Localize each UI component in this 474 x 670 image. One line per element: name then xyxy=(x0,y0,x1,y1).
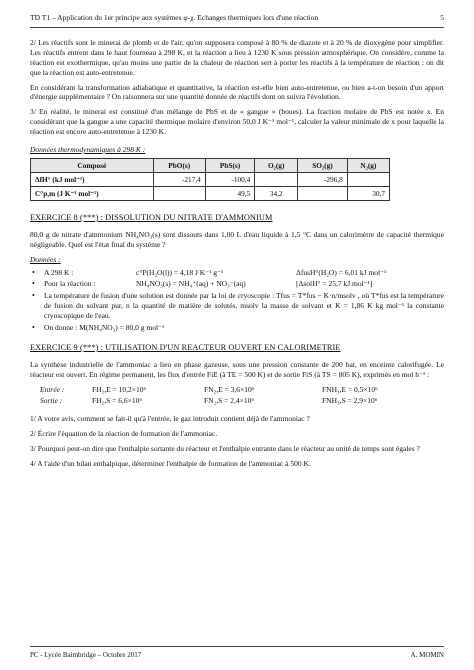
flux-value: FH₂,S = 6,6×10⁶ xyxy=(92,396,142,406)
thermo-cell: -100,4 xyxy=(205,172,254,186)
exercise-9-title: EXERCICE 9 (***) : UTILISATION D'UN REACTEUR OUVERT EN CALORIMETRIE xyxy=(30,342,341,352)
footer-right: A. MOMIN xyxy=(410,651,444,659)
exercise-9-question: 1/ A votre avis, comment se fait-il qu'à l'entrée, le gaz introduit contient déjà de l'ammoniac ? xyxy=(30,414,310,424)
thermo-cell: 34,2 xyxy=(255,186,298,200)
thermo-cell: 30,7 xyxy=(347,186,389,200)
thermo-cell xyxy=(153,186,205,200)
exercise-8-title: EXERCICE 8 (***) : DISSOLUTION DU NITRATE D'AMMONIUM xyxy=(30,212,273,222)
thermo-cell xyxy=(255,172,298,186)
data-value: [ΔsolH° = 25,7 kJ mol⁻¹] xyxy=(296,279,373,289)
header-rule xyxy=(30,27,444,28)
exercise-8-data-item: • On donne : M(NH₄NO₃) = 80,0 g mol⁻¹ xyxy=(30,323,444,333)
thermo-cell: -296,8 xyxy=(298,172,348,186)
flux-row-entree xyxy=(40,385,444,395)
flux-value: FNH₃,S = 2,9×10⁶ xyxy=(322,396,378,406)
exercise-9-question: 4/ A l'aide d'un bilan enthalpique, déterminer l'enthalpie de formation de l'ammoniac à 500 K. xyxy=(30,459,311,469)
thermo-header-cell: Composé xyxy=(31,158,154,172)
thermo-header-cell: N₂(g) xyxy=(347,158,389,172)
page-header xyxy=(30,13,444,25)
flux-value: FH₂,E = 10,2×10⁶ xyxy=(92,384,147,394)
thermo-header-cell: PbS(s) xyxy=(205,158,254,172)
data-label: • A 298 K : xyxy=(44,267,74,277)
thermo-cell xyxy=(347,172,389,186)
thermo-cell: 49,5 xyxy=(205,186,254,200)
exercise-8-donnees-label: Données : xyxy=(30,254,61,264)
exercise-8-data-item: • La température de fusion d'une solution est donnée par la loi de cryoscopie : Tfus = T*fus − K·n/msolv , où T*fus est la température de fusion du solvant pur, n la quantité de matière de solutés, msolv la masse de solvant et K = 1,86 K kg mol⁻¹ la constante cryoscopique de l'eau. xyxy=(30,291,444,321)
exercise-8-statement: 80,0 g de nitrate d'ammonium NH₄NO₃(s) sont dissouts dans 1,00 L d'eau liquide à 1,5 °C dans un calorimètre de capacité thermique négligeable. Quel est l'état final du système ? xyxy=(30,229,444,249)
question-3-paragraph: 3/ En réalité, le minerai est constitué d'un mélange de PbS et de « gangue » (boues). La fraction molaire de PbS est notée x. En considérant que la gangue a une capacité thermique molaire d'environ 50,0 J K⁻¹ mol⁻¹, calculer la valeur minimale de x pour laquelle la réaction est encore auto-entretenue à 1230 K. xyxy=(30,107,444,137)
thermo-cell: -217,4 xyxy=(153,172,205,186)
exercise-9-question: 2/ Écrire l'équation de la réaction de formation de l'ammoniac. xyxy=(30,429,218,439)
thermo-table-row xyxy=(31,172,390,186)
flux-value: FN₂,S = 2,4×10⁶ xyxy=(204,396,254,406)
flux-label: Sortie : xyxy=(40,396,63,406)
exercise-8-data-item xyxy=(30,268,444,278)
footer-left: PC - Lycée Baimbridge – Octobre 2017 xyxy=(30,651,142,659)
data-value: NH₄NO₃(s) = NH₄⁺(aq) + NO₃⁻(aq) xyxy=(136,279,246,289)
flux-value: FN₂,E = 3,6×10⁶ xyxy=(204,384,255,394)
footer-rule xyxy=(30,646,444,647)
thermo-header-cell: SO₂(g) xyxy=(298,158,348,172)
thermo-header-cell: PbO(s) xyxy=(153,158,205,172)
thermo-table-header-row xyxy=(31,158,390,172)
exercise-9-statement: La synthèse industrielle de l'ammoniac a lieu en phase gazeuse, sous une pression constante de 200 bar, en enceinte calorifugée. Le réacteur est ouvert. En régime permanent, les flux d'entrée FiE (à TE = 500 K) et de sortie FiS (à TS = 805 K), exprimés en mol h⁻¹ : xyxy=(30,359,444,379)
thermo-cell xyxy=(298,186,348,200)
thermo-table-caption: Données thermodynamiques à 298 K : xyxy=(30,145,146,155)
question-2-paragraph-2: En considérant la transformation adiabatique et quantitative, la réaction est-elle bien auto-entretenue, ou bien a-t-on besoin d'un apport d'énergie supplémentaire ? On raisonnera sur une quantité donnée de réactifs dont on suivra l'évolution. xyxy=(30,82,444,102)
data-value: ΔfusH°(H₂O) = 6,01 kJ mol⁻¹ xyxy=(296,267,387,277)
data-label: • Pour la réaction : xyxy=(44,279,96,289)
flux-value: FNH₃,E = 0,5×10⁶ xyxy=(322,384,378,394)
flux-row-sortie xyxy=(40,396,444,406)
exercise-9-question: 3/ Pourquoi peut-on dire que l'enthalpie sortante du réacteur et l'enthalpie entrante dans le réacteur au unité de temps sont égales ? xyxy=(30,444,420,454)
exercise-8-data-item xyxy=(30,279,444,289)
page-number: 5 xyxy=(440,13,444,22)
question-2-paragraph-1: 2/ Les réactifs sont le minerai de plomb et de l'air, qu'on supposera composé à 80 % de diazote et à 20 % de dioxygène pour simplifier. Les réactifs entrent dans le haut fourneau à 298 K, et la réaction a lieu à 1230 K sous pression atmosphérique. On considère, comme la réaction est exothermique, qu'au moins une partie de la chaleur de réaction sert à porter les réactifs à la température de réaction : on dit que la réaction est auto-entretenue. xyxy=(30,38,444,77)
page-content xyxy=(30,38,444,474)
thermo-header-cell: O₂(g) xyxy=(255,158,298,172)
thermo-row-label: C°p,m (J K⁻¹ mol⁻¹) xyxy=(31,186,154,200)
thermo-table xyxy=(30,158,390,201)
page-footer xyxy=(30,651,444,660)
thermo-table-row xyxy=(31,186,390,200)
data-value: c°P(H₂O(l)) = 4,18 J K⁻¹ g⁻¹ xyxy=(136,267,224,277)
flux-label: Entrée : xyxy=(40,384,65,394)
document-page xyxy=(30,0,444,670)
thermo-row-label: ΔfH° (kJ mol⁻¹) xyxy=(31,172,154,186)
header-title: TD T1 – Application du 1er principe aux systèmes φ-χ. Echanges thermiques lors d'une réaction xyxy=(30,13,319,22)
